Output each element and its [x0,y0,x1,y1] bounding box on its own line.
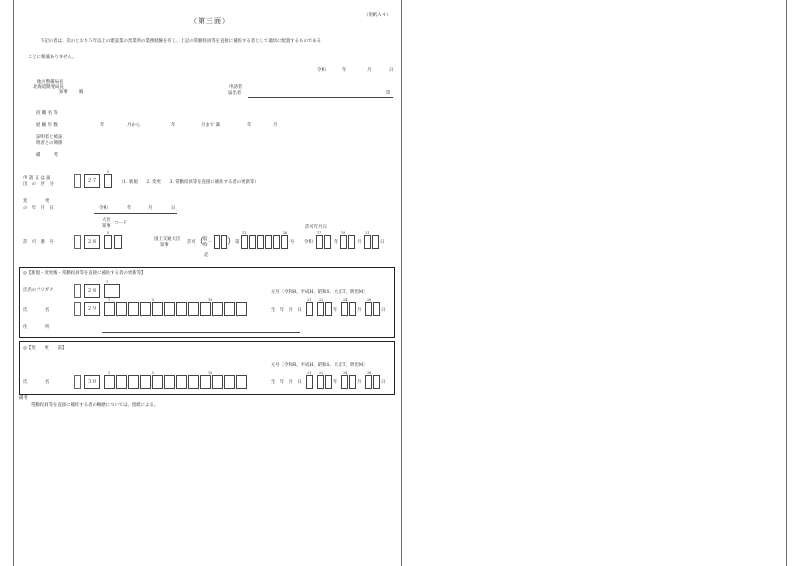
permit-word: 許可 [187,240,196,245]
new-name-tick-10: 10 [208,298,213,302]
old-name-cell-12[interactable] [236,375,247,389]
exp-month-3: 月 [273,123,278,128]
new-birth-tick-26: 26 [367,298,372,302]
new-birth-label: 生 年 月 日 [271,308,302,313]
footnote-heading: 備考 [19,396,28,401]
old-name-cell-2[interactable] [116,375,127,389]
permit-date-day: 日 [380,240,385,245]
furigana-tick-1: 1 [106,280,109,284]
center-page-divider [401,0,402,566]
position-label: 役 職 名 等 [36,111,58,116]
new-name-cell-12[interactable] [236,302,247,316]
old-section-heading: ◎【変 更 前】 [23,346,67,351]
new-birth-day-cell-2[interactable] [373,302,380,316]
permit-tick-16: 16 [283,231,288,235]
permit-code-box [74,235,81,249]
new-name-cell-8[interactable] [188,302,199,316]
permit-number-cell-5[interactable] [273,235,280,249]
minister-label: 国土交通大臣 [154,237,181,242]
old-birth-era-cell[interactable] [306,375,313,389]
exp-year-1: 年 [100,123,105,128]
intro-line-1: 下記の者は、次のとおり５年以上の建設業の営業所の業務経験を有し、上記の常勤役員等を直接に補佐する者として適切に配置するものである [40,39,322,44]
new-birth-tick-21: 21 [307,298,312,302]
old-name-cell-7[interactable] [176,375,187,389]
permit-date-label: 許可年月日 [305,225,327,230]
classification-code: ２７ [86,178,97,184]
applicant-signature-line [248,97,393,98]
old-birth-tick-26: 26 [367,371,372,375]
old-name-cell-3[interactable] [128,375,139,389]
new-name-cell-6[interactable] [164,302,175,316]
new-name-cell-1[interactable] [104,302,115,316]
permit-day-cell-2[interactable] [372,235,379,249]
new-name-cell-10[interactable] [212,302,223,316]
change-date-label-1: 変 更 [23,199,50,204]
addressee-suffix: 殿 [79,90,84,95]
new-name-tick-1: 1 [108,298,111,302]
new-birth-month-cell-1[interactable] [341,302,348,316]
seal-mark: 印 [386,91,391,96]
new-name-cell-7[interactable] [176,302,187,316]
permit-tick-17: 17 [317,231,322,235]
permit-date-era: 令和 [304,240,313,245]
footnote-text: 常勤役員等を直接に補佐する者の略歴については、別紙による。 [31,403,159,408]
form-page [14,0,400,566]
new-section-heading: ◎【新規・変更後・常勤役員等を直接に補佐する者の更新等】 [23,271,146,276]
permit-year-cell-1[interactable] [316,235,323,249]
old-era-note: 元号〔令和R、平成H、昭和S、大正T、明治M〕 [271,363,368,368]
new-name-cell-9[interactable] [200,302,211,316]
old-name-cell-6[interactable] [164,375,175,389]
old-birth-day-cell-1[interactable] [365,375,372,389]
relation-label-1: 証明者と被証 [36,135,63,140]
permit-month-cell-2[interactable] [348,235,355,249]
change-date-underline [94,213,177,214]
permit-number-cell-6[interactable] [281,235,288,249]
new-name-cell-2[interactable] [116,302,127,316]
new-birth-era-cell[interactable] [306,302,313,316]
permit-tick-19: 19 [341,231,346,235]
new-name-code-box [74,302,81,316]
relation-label-2: 明者との関係 [36,141,63,146]
addressee-line-3: 知事 [59,90,68,95]
new-name-tick-5: 5 [152,298,155,302]
furigana-code: ２８ [86,288,97,294]
change-date-year: 年 [127,206,132,211]
applicant-label: 申請者 [229,85,243,90]
new-name-label: 氏 名 [23,308,50,313]
paren-close: ） [227,237,237,247]
exp-to: 月まで 満 [201,123,220,128]
governor-label: 知事 [160,243,169,248]
governor-code-input-2[interactable] [114,235,122,249]
new-name-code: ２９ [86,306,97,312]
old-name-cell-5[interactable] [152,375,163,389]
new-birth-day: 日 [381,308,386,313]
permit-dash: － [208,240,213,245]
change-date-era: 令和 [99,206,108,211]
new-name-cell-4[interactable] [140,302,151,316]
date-month: 月 [367,68,372,73]
exp-year-3: 年 [247,123,252,128]
old-name-tick-10: 10 [208,371,213,375]
general-permit: 般 [203,237,208,242]
old-birth-day: 日 [381,380,386,385]
permit-type-input-1[interactable] [214,235,220,249]
governor-code-2: 知事 [102,224,111,229]
governor-code-1: 大臣 [102,218,111,223]
old-name-label: 氏 名 [23,380,50,385]
permit-go: 号 [290,240,295,245]
experience-label: 経 験 年 数 [36,123,58,128]
old-birth-label: 生 年 月 日 [271,380,302,385]
old-name-code-box [74,375,81,389]
permit-date-month: 月 [357,240,362,245]
old-name-cell-1[interactable] [104,375,115,389]
addressee-line-1: 地方整備局長 [37,80,64,85]
classification-options: （1. 新規 2. 変更 3. 常勤役員等を直接に補佐する者の更新等） [119,180,259,185]
old-name-cell-11[interactable] [224,375,235,389]
new-birth-month-cell-2[interactable] [349,302,356,316]
new-birth-year: 年 [333,308,338,313]
new-birth-tick-22: 22 [319,298,324,302]
governor-code-3: コード [114,221,128,226]
old-birth-year: 年 [333,380,338,385]
old-name-tick-5: 5 [152,371,155,375]
governor-code-input-1[interactable] [104,235,112,249]
right-page-divider [786,0,787,566]
classification-input[interactable] [104,174,112,188]
new-birth-tick-24: 24 [343,298,348,302]
permit-tick-21: 21 [365,231,370,235]
old-name-tick-1: 1 [108,371,111,375]
old-birth-tick-22: 22 [319,371,324,375]
ki-mark: 記 [204,253,209,258]
permit-code: ２８ [86,239,97,245]
special-permit: 特 [203,243,208,248]
exp-year-2: 年 [171,123,176,128]
old-birth-day-cell-2[interactable] [373,375,380,389]
notifier-label: 届出者 [228,91,242,96]
furigana-input[interactable] [104,284,120,298]
classification-label-2: 出 の 区 分 [23,182,54,187]
date-year: 年 [342,68,347,73]
classification-label-1: 申 請 又 は 届 [23,176,51,181]
old-birth-month-cell-2[interactable] [349,375,356,389]
change-date-month: 月 [148,206,153,211]
old-name-cell-10[interactable] [212,375,223,389]
addressee-line-2: 北海道開発局長 [33,85,64,90]
old-name-code: ３０ [86,379,97,385]
furigana-label: 氏名のフリガナ [23,288,54,293]
permit-tick-11: 11 [242,231,247,235]
new-name-cell-5[interactable] [152,302,163,316]
old-birth-year-cell-1[interactable] [317,375,324,389]
new-birth-month: 月 [357,308,362,313]
date-era: 令和 [317,68,326,73]
permit-number-cell-4[interactable] [265,235,272,249]
old-birth-tick-21: 21 [307,371,312,375]
old-name-cell-8[interactable] [188,375,199,389]
exp-from: 月から [127,123,141,128]
permit-number-cell-2[interactable] [249,235,256,249]
classification-code-box [74,174,81,188]
intro-line-2: ことに相違ありません。 [28,55,77,60]
permit-number-cell-1[interactable] [241,235,248,249]
old-birth-month-cell-1[interactable] [341,375,348,389]
old-birth-tick-24: 24 [343,371,348,375]
address-line[interactable] [102,332,300,333]
permit-label: 許 可 番 号 [23,240,54,245]
new-era-note: 元号〔令和R、平成H、昭和S、大正T、明治M〕 [271,290,368,295]
paren-open: （ [195,237,205,247]
permit-number-label: 第 [235,240,240,245]
new-birth-day-cell-1[interactable] [365,302,372,316]
date-day: 日 [389,68,394,73]
permit-number-cell-3[interactable] [257,235,264,249]
form-size-label: （用紙Ａ４） [364,13,391,18]
permit-day-cell-1[interactable] [364,235,371,249]
old-birth-year-cell-2[interactable] [325,375,332,389]
change-date-label-2: の 年 月 日 [23,206,54,211]
change-date-day: 日 [171,206,176,211]
page-title: （第三面） [190,17,230,25]
remarks-label: 備 考 [36,153,58,158]
classification-tick: 5 [107,170,110,174]
permit-month-cell-1[interactable] [340,235,347,249]
permit-year-cell-2[interactable] [324,235,331,249]
new-name-cell-11[interactable] [224,302,235,316]
old-name-cell-9[interactable] [200,375,211,389]
old-name-cell-4[interactable] [140,375,151,389]
permit-tick-5: 5 [107,231,110,235]
furigana-code-box [74,284,81,298]
address-label: 住 所 [23,325,50,330]
old-birth-month: 月 [357,380,362,385]
permit-date-year: 年 [334,240,339,245]
new-name-cell-3[interactable] [128,302,139,316]
new-birth-year-cell-1[interactable] [317,302,324,316]
new-birth-year-cell-2[interactable] [325,302,332,316]
